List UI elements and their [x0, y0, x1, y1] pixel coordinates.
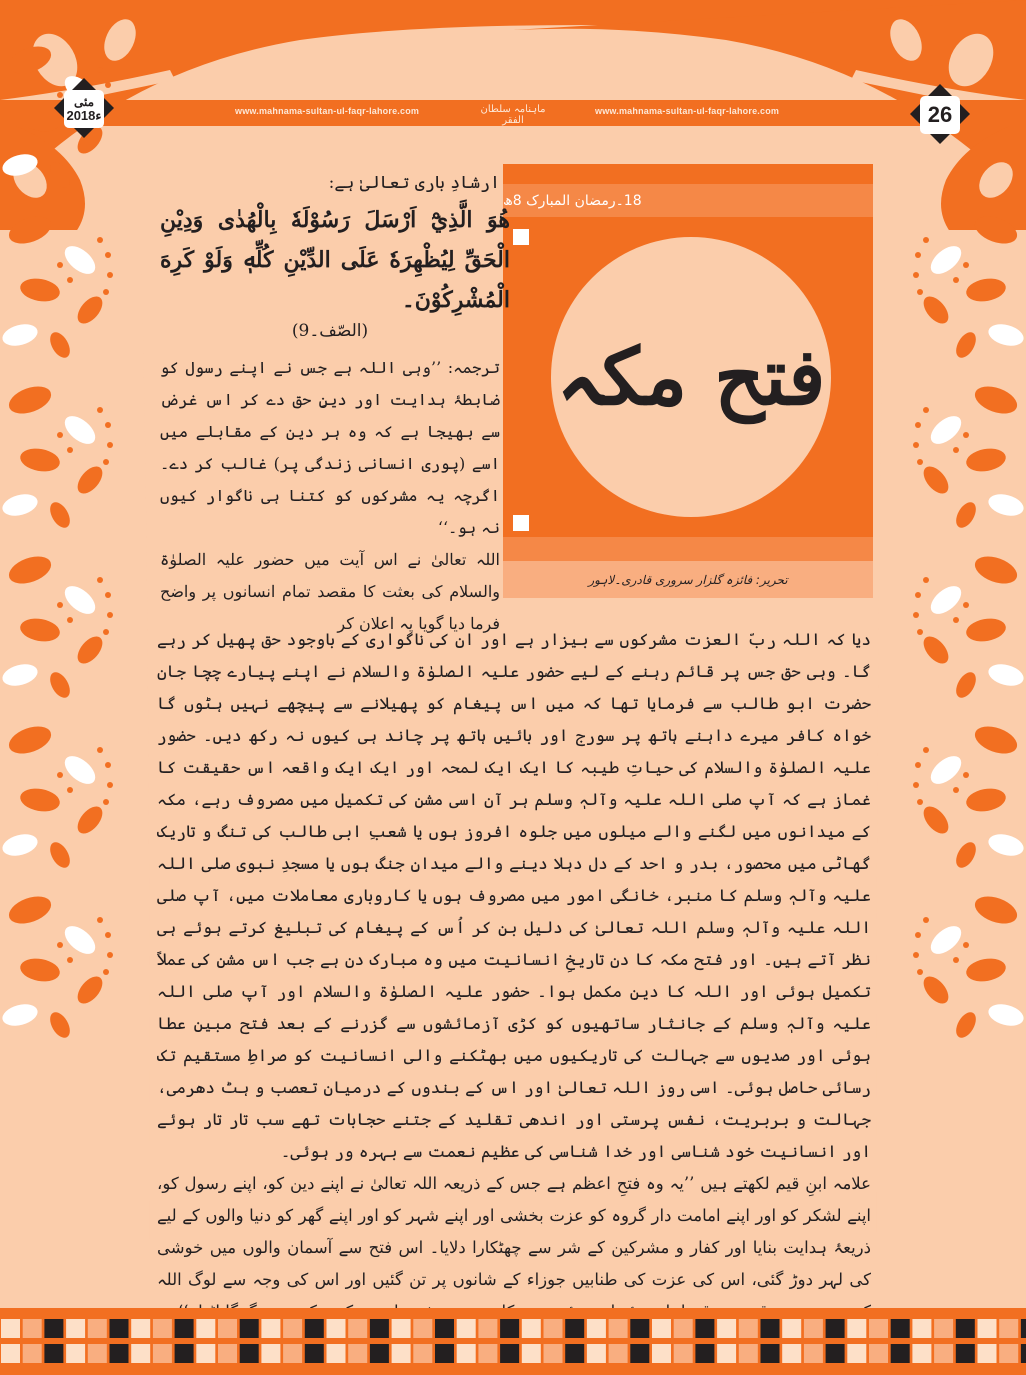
footer-square: [153, 1344, 172, 1363]
footer-square: [674, 1319, 693, 1338]
page-number-badge: [910, 84, 970, 144]
translation-column: [160, 352, 500, 640]
footer-square: [370, 1319, 389, 1338]
footer-square: [370, 1344, 389, 1363]
page-number: 26: [927, 102, 953, 127]
footer-square: [912, 1344, 931, 1363]
badge-card: [64, 90, 104, 128]
square-ornament-icon: [513, 229, 529, 245]
footer-square: [999, 1319, 1018, 1338]
issue-month: مئی: [73, 94, 95, 109]
footer-square: [305, 1344, 324, 1363]
footer-square: [761, 1319, 780, 1338]
footer-square: [240, 1344, 259, 1363]
footer-square: [23, 1319, 42, 1338]
footer-square: [218, 1344, 237, 1363]
square-ornament-icon: [513, 515, 529, 531]
footer-square: [66, 1344, 85, 1363]
footer-square: [1, 1319, 20, 1338]
article-date: 18۔رمضان المبارک 8ھ: [503, 184, 873, 217]
footer-square: [457, 1344, 476, 1363]
footer-square: [175, 1344, 194, 1363]
footer-square: [847, 1319, 866, 1338]
magazine-logo: ماہنامہ سلطان الفقر: [480, 104, 546, 126]
footer-square: [1, 1344, 20, 1363]
title-circle: [551, 237, 831, 517]
footer-square: [522, 1319, 541, 1338]
badge-card: [920, 96, 960, 134]
footer-square: [782, 1319, 801, 1338]
footer-square: [348, 1319, 367, 1338]
footer-square: [218, 1319, 237, 1338]
article-title: فتح مکہ: [556, 331, 826, 423]
footer-square: [283, 1344, 302, 1363]
footer-square: [392, 1319, 411, 1338]
ayah-reference: (الصّف۔9): [291, 321, 369, 341]
footer-square: [478, 1344, 497, 1363]
footer-square: [891, 1319, 910, 1338]
footer-square: [544, 1344, 563, 1363]
footer-square: [891, 1344, 910, 1363]
footer-square: [1021, 1344, 1026, 1363]
footer-square: [348, 1344, 367, 1363]
title-box-main: [503, 217, 873, 537]
footer-square: [110, 1344, 129, 1363]
footer-square: [869, 1344, 888, 1363]
footer-square: [88, 1319, 107, 1338]
paragraph-1-continued: دیا کہ اللہ ربّ العزت مشرکوں سے بیزار ہے اور ان کی ناگواری کے باوجود حق پھیل کر رہے گا۔ وہی حق جس پر قائم رہنے کے لیے حضور علیہ الصلوٰۃ والسلام نے اپنے پیارے چچا جان حضرت ابو طالب سے فرمایا تھا کہ میں اس پیغام کو پھیلانے سے پیچھے نہیں ہٹوں گا خواہ کافر میرے داہنے ہاتھ پر سورج اور بائیں ہاتھ پر چاند ہی کیوں نہ رکھ دیں۔ حضور علیہ الصلوٰۃ والسلام کی حیاتِ طیبہ کا ایک ایک لمحہ اور ایک ایک واقعہ اس حقیقت کا غماز ہے کہ آپ صلی اللہ علیہ وآلہٖ وسلم ہر آن اسی مشن کی تکمیل میں مصروف رہے، مکہ کے میدانوں میں لگنے والے میلوں میں جلوہ افروز ہوں یا شعبِ ابی طالب کی تنگ و تاریک گھاٹی میں محصور، بدر و احد کے دل دہلا دینے والے میدانِ جنگ ہوں یا مسجدِ نبوی صلی اللہ علیہ وآلہٖ وسلم کا منبر، خانگی امور میں مصروف ہوں یا کاروباری معاملات میں، آپ صلی اللہ علیہ وآلہٖ وسلم اللہ تعالیٰ کی دلیل بن کر اُس کے پیغام کی تبلیغ کرتے ہوئے ہی نظر آتے ہیں۔ اور فتح مکہ کا دن تاریخِ انسانیت میں وہ مبارک دن ہے جب اس مشن کی عملاً تکمیل ہوئی اور اللہ کا دین مکمل ہوا۔ حضور علیہ الصلوٰۃ والسلام اور آپ صلی اللہ علیہ وآلہٖ وسلم کے جانثار ساتھیوں کو کڑی آزمائشوں سے گزرنے کے بعد فتح مبین عطا ہوئی اور صدیوں سے جہالت کی تاریکیوں میں بھٹکنے والی انسانیت کو صراطِ مستقیم تک رسائی حاصل ہوئی۔ اسی روز اللہ تعالیٰ اور اس کے بندوں کے درمیان تعصب و ہٹ دھرمی، جہالت و بربریت، نفس پرستی اور اندھی تقلید کے جتنے حجابات تھے سب تار تار ہوئے اور انسانیت خود شناسی اور خدا شناسی کی عظیم نعمت سے بہرہ ور ہوئی۔: [157, 630, 871, 1161]
footer-square: [261, 1319, 280, 1338]
footer-square: [305, 1319, 324, 1338]
footer-square: [587, 1319, 606, 1338]
issue-year: 2018ء: [66, 107, 102, 123]
footer-square: [630, 1319, 649, 1338]
website-url-left: www.mahnama-sultan-ul-faqr-lahore.com: [235, 106, 420, 116]
footer-square: [435, 1344, 454, 1363]
footer-square: [999, 1344, 1018, 1363]
footer-square: [435, 1319, 454, 1338]
footer-square: [500, 1319, 519, 1338]
footer-square: [565, 1319, 584, 1338]
footer-square: [44, 1319, 63, 1338]
footer-square: [826, 1344, 845, 1363]
footer-square: [978, 1344, 997, 1363]
footer-square: [609, 1319, 628, 1338]
footer-square: [1021, 1319, 1026, 1338]
footer-square: [717, 1344, 736, 1363]
footer-square: [478, 1319, 497, 1338]
article-author: تحریر: فائزہ گلزار سروری قادری۔لاہور: [503, 561, 873, 598]
footer-square: [88, 1344, 107, 1363]
footer-square: [739, 1344, 758, 1363]
title-box-mid-strip: [503, 537, 873, 561]
footer-square: [956, 1344, 975, 1363]
footer-square: [717, 1319, 736, 1338]
footer-square: [131, 1344, 150, 1363]
footer-square: [413, 1319, 432, 1338]
footer-square: [240, 1319, 259, 1338]
footer-checker-pattern: [0, 1316, 1026, 1366]
footer-square: [110, 1319, 129, 1338]
footer-square: [131, 1319, 150, 1338]
footer-square: [674, 1344, 693, 1363]
footer-square: [782, 1344, 801, 1363]
footer-square: [175, 1319, 194, 1338]
footer-square: [196, 1319, 215, 1338]
footer-square: [327, 1319, 346, 1338]
footer-square: [457, 1319, 476, 1338]
footer-square: [609, 1344, 628, 1363]
footer-square: [912, 1319, 931, 1338]
footer-square: [630, 1344, 649, 1363]
footer-square: [739, 1319, 758, 1338]
quran-ayah: هُوَ الَّذِيْٓ اَرْسَلَ رَسُوْلَهٗ بِالْهُدٰى وَدِيْنِ الْحَقِّ لِيُظْهِرَهٗ عَلَى الدِّيْنِ كُلِّهٖ وَلَوْ كَرِهَ الْمُشْرِكُوْنَ۔: [160, 207, 510, 313]
ayah-translation: ترجمہ: ’’وہی اللہ ہے جس نے اپنے رسول کو ضابطۂ ہدایت اور دینِ حق دے کر اس غرض سے بھیجا ہے کہ وہ ہر دین کے مقابلے میں اسے (پوری انسانی زندگی پر) غالب کر دے۔ اگرچہ یہ مشرکوں کو کتنا ہی ناگوار کیوں نہ ہو۔‘‘: [160, 358, 500, 537]
footer-square: [869, 1319, 888, 1338]
issue-date-badge: [54, 78, 114, 138]
footer-square: [978, 1319, 997, 1338]
footer-square: [500, 1344, 519, 1363]
footer-square: [283, 1319, 302, 1338]
title-box-top-strip: [503, 164, 873, 184]
footer-square: [565, 1344, 584, 1363]
footer-square: [413, 1344, 432, 1363]
footer-square: [804, 1344, 823, 1363]
footer-square: [261, 1344, 280, 1363]
paragraph-1-start: اللہ تعالیٰ نے اس آیت میں حضور علیہ الصلوٰۃ والسلام کی بعثت کا مقصد تمام انسانوں پر واضح فرما دیا گویا یہ اعلان کر: [160, 550, 500, 633]
footer-square: [652, 1319, 671, 1338]
footer-square: [695, 1319, 714, 1338]
footer-square: [392, 1344, 411, 1363]
footer-square: [327, 1344, 346, 1363]
footer-square: [956, 1319, 975, 1338]
footer-square: [761, 1344, 780, 1363]
paragraph-2: علامہ ابنِ قیم لکھتے ہیں ’’یہ وہ فتحِ اعظم ہے جس کے ذریعہ اللہ تعالیٰ نے اپنے دین کو، اپنے رسول کو، اپنے لشکر کو اور اپنے امامت دار گروہ کو عزت بخشی اور اپنے شہر کو اور اپنے گھر کو دنیا والوں کے لیے ذریعۂ ہدایت بنایا اور کفار و مشرکین کے شر سے چھٹکارا دلایا۔ اس فتح سے آسمان والوں میں خوشی کی لہر دوڑ گئی، اس کی عزت کی طنابیں جوزاء کے شانوں پر تن گئیں اور اس کی وجہ سے لوگ اللہ: [157, 1174, 871, 1289]
footer-square: [44, 1344, 63, 1363]
intro-heading: ارشادِ باری تعالیٰ ہے:: [328, 173, 500, 193]
footer-square: [934, 1344, 953, 1363]
footer-square: [934, 1319, 953, 1338]
article-title-box: [503, 164, 873, 604]
footer-square: [847, 1344, 866, 1363]
footer-square: [695, 1344, 714, 1363]
footer-square: [826, 1319, 845, 1338]
footer-square: [804, 1319, 823, 1338]
footer-square: [522, 1344, 541, 1363]
article-body: [157, 624, 871, 1328]
footer-square: [66, 1319, 85, 1338]
footer-square: [544, 1319, 563, 1338]
footer-square: [23, 1344, 42, 1363]
footer-square: [587, 1344, 606, 1363]
footer-square: [196, 1344, 215, 1363]
website-url-right: www.mahnama-sultan-ul-faqr-lahore.com: [595, 106, 780, 116]
footer-square: [153, 1319, 172, 1338]
footer-square: [652, 1344, 671, 1363]
